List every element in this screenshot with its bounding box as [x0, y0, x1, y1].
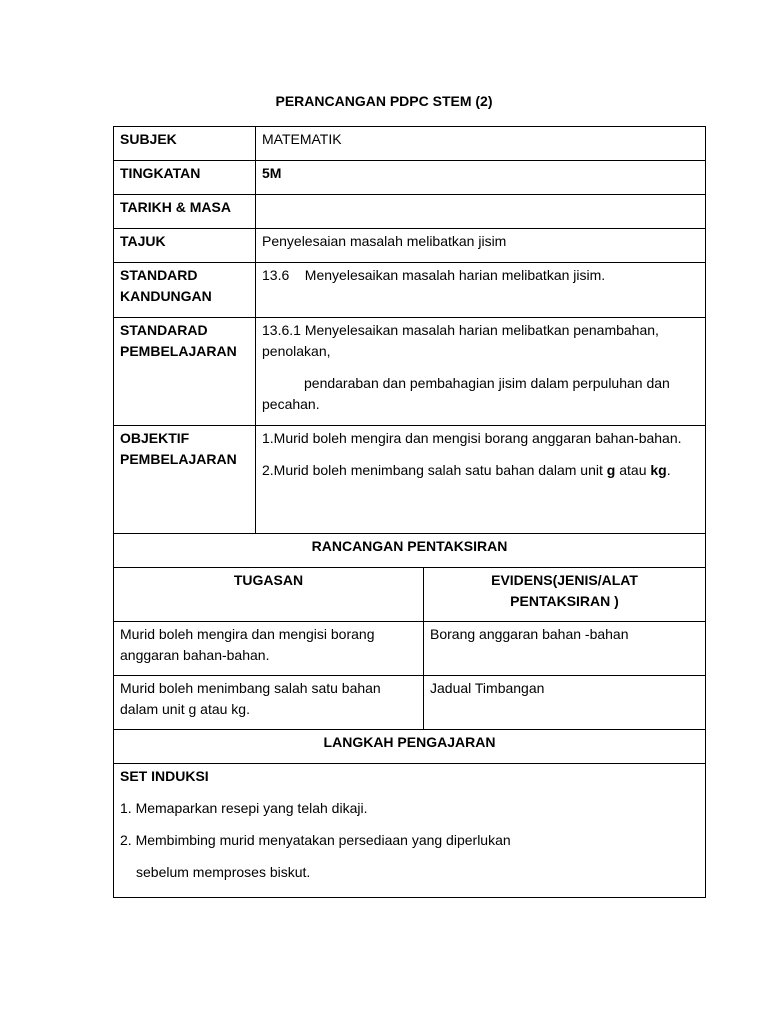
tingkatan-label: TINGKATAN	[114, 161, 256, 195]
row-tajuk	[114, 229, 706, 263]
row-langkah-heading	[114, 730, 706, 764]
standard-pembelajaran-value	[256, 318, 706, 426]
table-row	[114, 622, 706, 676]
objektif-value	[256, 426, 706, 534]
objektif-item-2	[262, 460, 699, 481]
tajuk-label: TAJUK	[114, 229, 256, 263]
set-induksi-step-2: 2. Membimbing murid menyatakan persediaan yang diperlukan	[120, 832, 511, 848]
objektif-label-1: OBJEKTIF	[120, 430, 190, 446]
table-row	[114, 676, 706, 730]
objektif-item-2-atau: atau	[619, 462, 647, 478]
unit-kg: kg	[650, 462, 667, 478]
row-pentaksiran-header	[114, 568, 706, 622]
row-pentaksiran-heading	[114, 534, 706, 568]
tingkatan-value: 5M	[256, 161, 706, 195]
set-induksi-step-1: 1. Memaparkan resepi yang telah dikaji.	[120, 800, 368, 816]
row-tarikh	[114, 195, 706, 229]
tugasan-cell: Murid boleh menimbang salah satu bahan dalam unit g atau kg.	[114, 676, 424, 730]
standard-kandungan-label	[114, 263, 256, 318]
row-set-induksi	[114, 764, 706, 898]
objektif-label	[114, 426, 256, 534]
lesson-plan-table	[113, 126, 706, 898]
set-induksi-title: SET INDUKSI	[120, 768, 209, 784]
objektif-item-2-end: .	[666, 462, 671, 478]
evidens-cell: Jadual Timbangan	[424, 676, 706, 730]
set-induksi-step-2-cont: sebelum memproses biskut.	[136, 864, 311, 880]
standard-kandungan-label-2: KANDUNGAN	[120, 288, 212, 304]
subjek-label: SUBJEK	[114, 127, 256, 161]
objektif-label-2: PEMBELAJARAN	[120, 451, 237, 467]
standard-kandungan-value: 13.6 Menyelesaikan masalah harian melibatkan jisim.	[256, 263, 706, 318]
standard-pembelajaran-line-1: 13.6.1 Menyelesaikan masalah harian melibatkan penambahan, penolakan,	[262, 322, 659, 359]
standard-pembelajaran-label-2: PEMBELAJARAN	[120, 343, 237, 359]
tarikh-value	[256, 195, 706, 229]
langkah-heading: LANGKAH PENGAJARAN	[114, 730, 706, 764]
tugasan-header: TUGASAN	[114, 568, 424, 622]
objektif-item-1: 1.Murid boleh mengira dan mengisi borang anggaran bahan-bahan.	[262, 430, 682, 446]
standard-pembelajaran-label-1: STANDARAD	[120, 322, 208, 338]
row-standard-pembelajaran	[114, 318, 706, 426]
page-title: PERANCANGAN PDPC STEM (2)	[275, 93, 493, 109]
pentaksiran-heading: RANCANGAN PENTAKSIRAN	[114, 534, 706, 568]
row-standard-kandungan	[114, 263, 706, 318]
standard-pembelajaran-line-2: pendaraban dan pembahagian jisim dalam perpuluhan dan pecahan.	[262, 375, 670, 412]
tugasan-cell: Murid boleh mengira dan mengisi borang anggaran bahan-bahan.	[114, 622, 424, 676]
tajuk-value: Penyelesaian masalah melibatkan jisim	[256, 229, 706, 263]
set-induksi-cell	[114, 764, 706, 898]
evidens-header: EVIDENS(JENIS/ALAT PENTAKSIRAN )	[424, 568, 706, 622]
evidens-cell: Borang anggaran bahan -bahan	[424, 622, 706, 676]
unit-g: g	[606, 462, 616, 478]
subjek-value: MATEMATIK	[256, 127, 706, 161]
standard-pembelajaran-label	[114, 318, 256, 426]
tarikh-label: TARIKH & MASA	[114, 195, 256, 229]
row-subjek	[114, 127, 706, 161]
objektif-item-2-text: 2.Murid boleh menimbang salah satu bahan dalam unit	[262, 462, 603, 478]
row-tingkatan	[114, 161, 706, 195]
row-objektif	[114, 426, 706, 534]
standard-kandungan-label-1: STANDARD	[120, 267, 198, 283]
